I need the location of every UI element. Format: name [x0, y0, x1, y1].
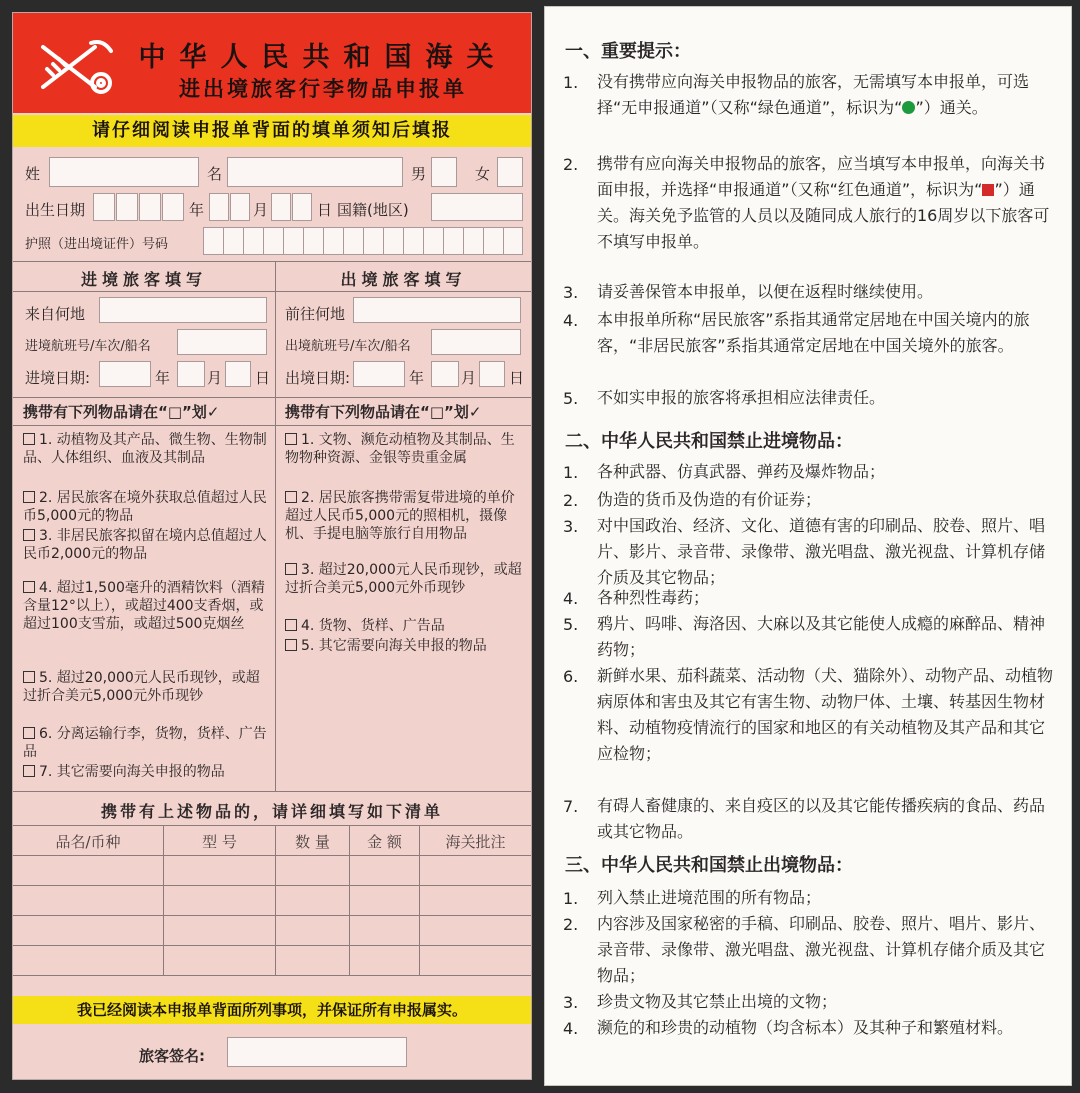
note-text: 各种武器、仿真武器、弹药及爆炸物品； — [597, 462, 886, 481]
col-model: 型 号 — [202, 833, 237, 851]
list-title: 携带有上述物品的，请详细填写如下清单 — [100, 802, 443, 821]
checkbox[interactable] — [23, 581, 35, 593]
female-label: 女 — [475, 165, 491, 183]
checkbox[interactable] — [23, 529, 35, 541]
nationality-input[interactable] — [431, 193, 523, 221]
exit-day-input[interactable] — [479, 361, 505, 387]
notes-section-title: 一、重要提示： — [565, 41, 691, 62]
signature-label: 旅客签名: — [139, 1047, 205, 1065]
note-text: 各种烈性毒药； — [597, 588, 710, 607]
given-name-label: 名 — [207, 165, 223, 183]
surname-input[interactable] — [49, 157, 199, 187]
given-name-input[interactable] — [227, 157, 403, 187]
note-number: 2. — [563, 155, 579, 174]
note-number: 3. — [563, 283, 579, 302]
exit-month-label: 月 — [461, 369, 477, 387]
dob-day-label: 日 — [317, 201, 333, 219]
entry-item[interactable]: 7. 其它需要向海关申报的物品 — [23, 763, 271, 781]
note-number: 1. — [563, 463, 579, 482]
passport-label: 护照（进出境证件）号码 — [25, 237, 169, 252]
entry-day-input[interactable] — [225, 361, 251, 387]
entry-year-input[interactable] — [99, 361, 151, 387]
exit-year-label: 年 — [409, 369, 425, 387]
dob-year-label: 年 — [189, 201, 205, 219]
entry-date-label: 进境日期: — [25, 369, 91, 387]
note-number: 6. — [563, 667, 579, 686]
note-text: 濒危的和珍贵的动植物（均含标本）及其种子和繁殖材料。 — [597, 1018, 1014, 1037]
exit-item[interactable]: 4. 货物、货样、广告品 — [285, 617, 525, 635]
checkbox[interactable] — [23, 671, 35, 683]
note-text: 没有携带应向海关申报物品的旅客，无需填写本申报单，可选择“无申报通道”（又称“绿色通道”，标识为“ ”）通关。 — [597, 72, 1030, 117]
exit-year-input[interactable] — [353, 361, 405, 387]
checkbox[interactable] — [285, 639, 297, 651]
green-channel-icon — [902, 101, 915, 114]
checkbox[interactable] — [285, 619, 297, 631]
entry-item[interactable]: 6. 分离运输行李，货物，货样、广告品 — [23, 726, 267, 760]
dob-year-digit[interactable] — [139, 193, 161, 221]
notes-section-title: 二、中华人民共和国禁止进境物品： — [565, 431, 853, 452]
nationality-label: 国籍(地区) — [337, 201, 409, 219]
form-header — [13, 13, 531, 113]
form-instruction: 请仔细阅读申报单背面的填单须知后填报 — [13, 115, 531, 147]
entry-item[interactable]: 2. 居民旅客在境外获取总值超过人民币5,000元的物品 — [23, 490, 267, 524]
dob-month-digit[interactable] — [230, 193, 250, 221]
female-checkbox[interactable] — [497, 157, 523, 187]
exit-to-label: 前往何地 — [285, 305, 346, 323]
checkbox[interactable] — [23, 727, 35, 739]
note-text: 珍贵文物及其它禁止出境的文物； — [597, 992, 838, 1011]
exit-to-input[interactable] — [353, 297, 521, 323]
entry-item[interactable]: 4. 超过1,500毫升的酒精饮料（酒精含量12°以上），或超过400支香烟，或超过100支雪茄，或超过500克烟丝 — [23, 580, 265, 632]
dob-year-digit[interactable] — [116, 193, 138, 221]
checkbox[interactable] — [285, 563, 297, 575]
form-title: 中华人民共和国海关 — [138, 42, 508, 73]
declaration-statement: 我已经阅读本申报单背面所列事项，并保证所有申报属实。 — [13, 996, 531, 1024]
entry-day-label: 日 — [255, 369, 271, 387]
note-number: 2. — [563, 915, 579, 934]
entry-item[interactable]: 3. 非居民旅客拟留在境内总值超过人民币2,000元的物品 — [23, 528, 267, 562]
note-text: 鸦片、吗啡、海洛因、大麻以及其它能使人成瘾的麻醉品、精神药物； — [597, 614, 1046, 659]
declaration-form — [12, 12, 532, 1080]
note-text: 请妥善保管本申报单，以便在返程时继续使用。 — [597, 282, 934, 301]
entry-section-title: 进境旅客填写 — [80, 270, 207, 289]
exit-carry-header: 携带有下列物品请在“□”划✓ — [285, 403, 482, 421]
note-number: 4. — [563, 311, 579, 330]
col-item-name: 品名/币种 — [55, 833, 121, 851]
exit-item[interactable]: 2. 居民旅客携带需复带进境的单价超过人民币5,000元的照相机，摄像机、手提电脑等旅行自用物品 — [285, 490, 515, 542]
col-quantity: 数 量 — [295, 833, 330, 851]
note-number: 7. — [563, 797, 579, 816]
note-number: 3. — [563, 993, 579, 1012]
checkbox[interactable] — [285, 433, 297, 445]
dob-year-digit[interactable] — [93, 193, 115, 221]
entry-flight-input[interactable] — [177, 329, 267, 355]
exit-day-label: 日 — [509, 369, 525, 387]
entry-item[interactable]: 5. 超过20,000元人民币现钞，或超过折合美元5,000元外币现钞 — [23, 670, 260, 704]
note-text: 伪造的货币及伪造的有价证券； — [597, 490, 822, 509]
note-number: 2. — [563, 491, 579, 510]
dob-day-digit[interactable] — [292, 193, 312, 221]
red-channel-icon — [982, 184, 994, 196]
checkbox[interactable] — [285, 491, 297, 503]
col-customs-note: 海关批注 — [445, 833, 506, 851]
exit-date-label: 出境日期: — [285, 369, 351, 387]
note-text: 内容涉及国家秘密的手稿、印刷品、胶卷、照片、唱片、影片、录音带、录像带、激光唱盘、激光视盘、计算机存储介质及其它物品； — [597, 914, 1046, 985]
male-checkbox[interactable] — [431, 157, 457, 187]
note-text: 列入禁止进境范围的所有物品； — [597, 888, 822, 907]
notes-page — [544, 6, 1072, 1086]
exit-month-input[interactable] — [431, 361, 459, 387]
entry-month-label: 月 — [207, 369, 223, 387]
passport-input[interactable] — [203, 227, 523, 255]
note-number: 1. — [563, 73, 579, 92]
exit-item[interactable]: 5. 其它需要向海关申报的物品 — [285, 637, 525, 655]
male-label: 男 — [411, 165, 427, 183]
entry-item[interactable]: 1. 动植物及其产品、微生物、生物制品、人体组织、血液及其制品 — [23, 432, 267, 466]
note-text: 携带有应向海关申报物品的旅客，应当填写本申报单，向海关书面申报，并选择“申报通道”（又称“红色通道”，标识为“ ”）通关。海关免予监管的人员以及随同成人旅行的16周岁以下旅客可不填写申报单。 — [597, 154, 1050, 251]
checkbox[interactable] — [23, 433, 35, 445]
entry-flight-label: 进境航班号/车次/船名 — [25, 339, 151, 354]
form-subtitle: 进出境旅客行李物品申报单 — [179, 77, 467, 101]
dob-month-label: 月 — [253, 201, 269, 219]
note-number: 3. — [563, 517, 579, 536]
note-number: 5. — [563, 389, 579, 408]
dob-day-digit[interactable] — [271, 193, 291, 221]
exit-flight-input[interactable] — [431, 329, 521, 355]
dob-year-digit[interactable] — [162, 193, 184, 221]
dob-label: 出生日期 — [25, 201, 86, 219]
entry-from-input[interactable] — [99, 297, 267, 323]
entry-from-label: 来自何地 — [25, 305, 86, 323]
note-text: 对中国政治、经济、文化、道德有害的印刷品、胶卷、照片、唱片、影片、录音带、录像带、激光唱盘、激光视盘、计算机存储介质及其它物品； — [597, 516, 1046, 587]
exit-item[interactable]: 3. 超过20,000元人民币现钞，或超过折合美元5,000元外币现钞 — [285, 562, 522, 596]
note-number: 4. — [563, 589, 579, 608]
note-text: 本申报单所称“居民旅客”系指其通常定居地在中国关境内的旅客，“非居民旅客”系指其通常定居地在中国关境外的旅客。 — [597, 310, 1030, 355]
checkbox[interactable] — [23, 491, 35, 503]
exit-item[interactable]: 1. 文物、濒危动植物及其制品、生物物种资源、金银等贵重金属 — [285, 432, 515, 466]
dob-month-digit[interactable] — [209, 193, 229, 221]
exit-section-title: 出境旅客填写 — [340, 270, 467, 289]
note-number: 4. — [563, 1019, 579, 1038]
note-number: 5. — [563, 615, 579, 634]
entry-month-input[interactable] — [177, 361, 205, 387]
note-text: 不如实申报的旅客将承担相应法律责任。 — [597, 388, 886, 407]
col-amount: 金 额 — [367, 833, 402, 851]
customs-emblem-icon — [35, 37, 119, 95]
note-number: 1. — [563, 889, 579, 908]
checkbox[interactable] — [23, 765, 35, 777]
signature-input[interactable] — [227, 1037, 407, 1067]
entry-year-label: 年 — [155, 369, 171, 387]
notes-section-title: 三、中华人民共和国禁止出境物品： — [565, 855, 853, 876]
note-text: 有碍人畜健康的、来自疫区的以及其它能传播疾病的食品、药品或其它物品。 — [597, 796, 1046, 841]
note-text: 新鲜水果、茄科蔬菜、活动物（犬、猫除外）、动物产品、动植物病原体和害虫及其它有害生物、动物尸体、土壤、转基因生物材料、动植物疫情流行的国家和地区的有关动植物及其产品和其它应检物； — [597, 666, 1054, 763]
surname-label: 姓 — [25, 165, 41, 183]
exit-flight-label: 出境航班号/车次/船名 — [285, 339, 411, 354]
entry-carry-header: 携带有下列物品请在“□”划✓ — [23, 403, 220, 421]
